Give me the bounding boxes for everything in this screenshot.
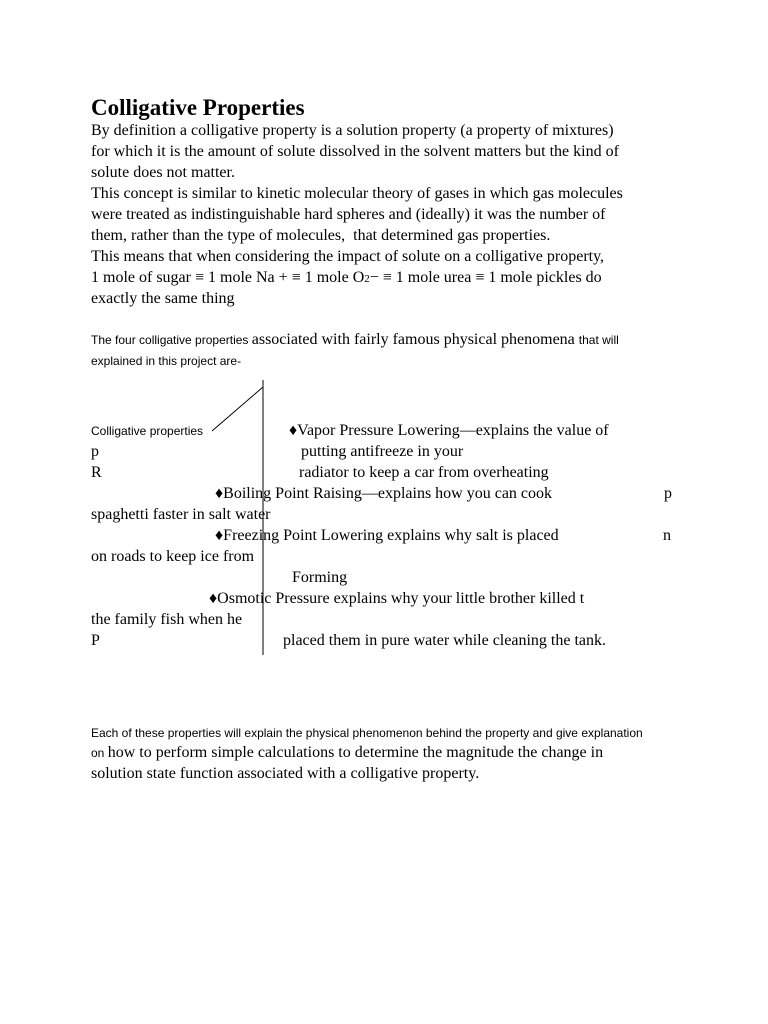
four-properties-line	[91, 332, 619, 348]
closing-line: Each of these properties will explain the physical phenomenon behind the property and give explanation	[91, 726, 643, 740]
closing-large: how to perform simple calculations to determine the magnitude the change in	[107, 744, 604, 761]
intro-line: for which it is the amount of solute dissolved in the solvent matters but the kind of	[91, 143, 619, 160]
diagram-text: on roads to keep ice from	[91, 548, 255, 565]
diagram-text: p	[91, 443, 99, 460]
intro-line: By definition a colligative property is a solution property (a property of mixtures)	[91, 122, 614, 139]
four-properties-small: that will	[578, 333, 619, 347]
equivalence-charge: −	[369, 269, 379, 286]
diagram-text: ♦Vapor Pressure Lowering—explains the value of	[289, 422, 609, 439]
diagram-text: ♦Osmotic Pressure explains why your little brother killed t	[209, 590, 585, 607]
closing-line: solution state function associated with a colligative property.	[91, 765, 480, 782]
intro-line: This concept is similar to kinetic molecular theory of gases in which gas molecules	[91, 185, 623, 202]
diagram-text: R	[91, 464, 102, 481]
diagram-text: ♦Freezing Point Lowering explains why salt is placed	[215, 527, 559, 544]
four-properties-large: associated with fairly famous physical phenomena	[251, 331, 579, 348]
diagram-text: n	[663, 527, 671, 544]
diagram-text: Forming	[292, 569, 348, 586]
closing-small: on	[91, 746, 108, 760]
diagram-text: placed them in pure water while cleaning the tank.	[283, 632, 606, 649]
intro-line: them, rather than the type of molecules, that determined gas properties.	[91, 227, 551, 244]
intro-line: were treated as indistinguishable hard spheres and (ideally) it was the number of	[91, 206, 606, 223]
diagram-text: putting antifreeze in your	[301, 443, 464, 460]
diagram-text: P	[91, 632, 100, 649]
oxygen-subscript: 2	[364, 273, 370, 285]
equivalence-text: ≡ 1 mole urea ≡ 1 mole pickles do	[378, 269, 602, 286]
diagram-text: radiator to keep a car from overheating	[299, 464, 549, 481]
diagram-text: p	[664, 485, 672, 502]
diagram-label: Colligative properties	[91, 424, 204, 438]
page-title: Colligative Properties	[91, 95, 305, 120]
four-properties-line2: explained in this project are-	[91, 354, 242, 368]
diagram-text: ♦Boiling Point Raising—explains how you can cook	[215, 485, 553, 502]
closing-line	[91, 745, 603, 761]
diagram-connector	[212, 387, 263, 431]
four-properties-small: The four colligative properties	[91, 333, 252, 347]
diagram-text: spaghetti faster in salt water	[91, 506, 271, 523]
diagram-text: the family fish when he	[91, 611, 243, 628]
intro-line: solute does not matter.	[91, 164, 235, 181]
intro-line: This means that when considering the impact of solute on a colligative property,	[91, 248, 605, 265]
equivalence-text: 1 mole of sugar ≡ 1 mole Na + ≡ 1 mole O	[91, 269, 365, 286]
equivalence-line	[91, 270, 602, 286]
equivalence-continuation: exactly the same thing	[91, 290, 235, 307]
